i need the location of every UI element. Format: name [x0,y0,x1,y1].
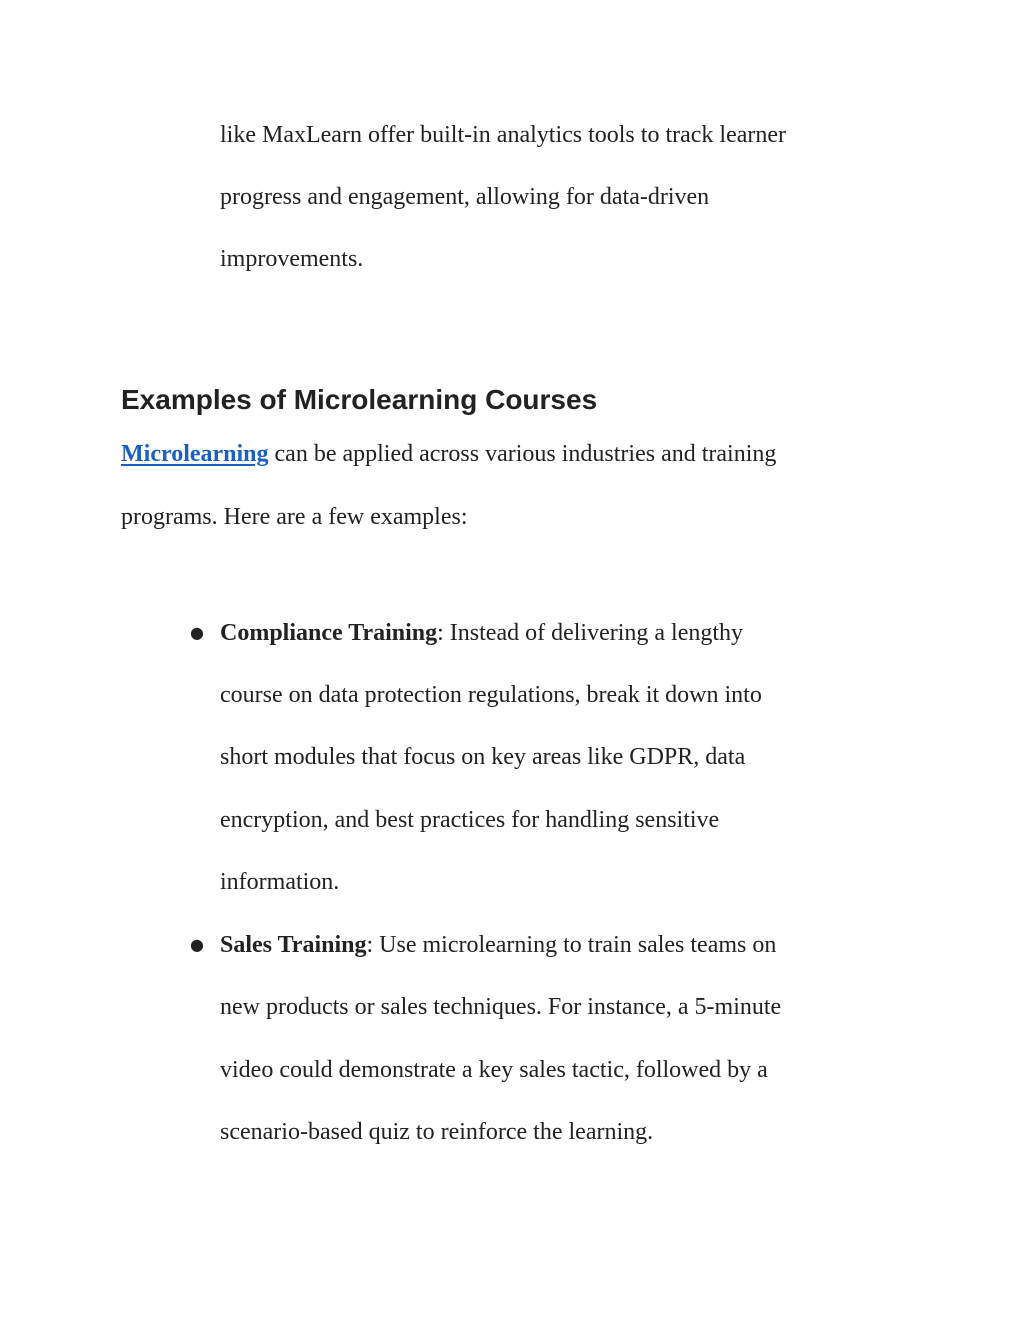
list-item-first-text: : Use microlearning to train sales teams on [366,932,777,958]
bullet-marker: ● [190,623,204,642]
list-item-line: course on data protection regulations, break it down into [220,682,762,708]
list-item-line: encryption, and best practices for handling sensitive [220,807,720,833]
section-heading: Examples of Microlearning Courses [121,384,598,415]
list-item-first-text: : Instead of delivering a lengthy [437,620,744,646]
intro-line-1: like MaxLearn offer built-in analytics tools to track learner [220,122,787,148]
list-item-line: video could demonstrate a key sales tactic, followed by a [220,1057,768,1083]
list-item-line: information. [220,869,340,895]
microlearning-link[interactable]: Microlearning [121,441,269,467]
list-item-line: scenario-based quiz to reinforce the learning. [220,1119,654,1145]
list-item-line: short modules that focus on key areas like GDPR, data [220,744,746,770]
section-intro-line-1 [121,439,776,469]
list-item-line: new products or sales techniques. For instance, a 5-minute [220,994,782,1020]
list-item-title: Sales Training [220,932,367,958]
intro-line-3: improvements. [220,246,364,272]
intro-line-2: progress and engagement, allowing for data-driven [220,184,710,210]
section-intro-line-2: programs. Here are a few examples: [121,504,468,530]
bullet-marker: ● [190,935,204,954]
list-item-first-line [220,930,776,960]
list-item-first-line [220,618,743,648]
section-intro-line-1-text: can be applied across various industries and training [268,441,777,467]
list-item-title: Compliance Training [220,620,438,646]
